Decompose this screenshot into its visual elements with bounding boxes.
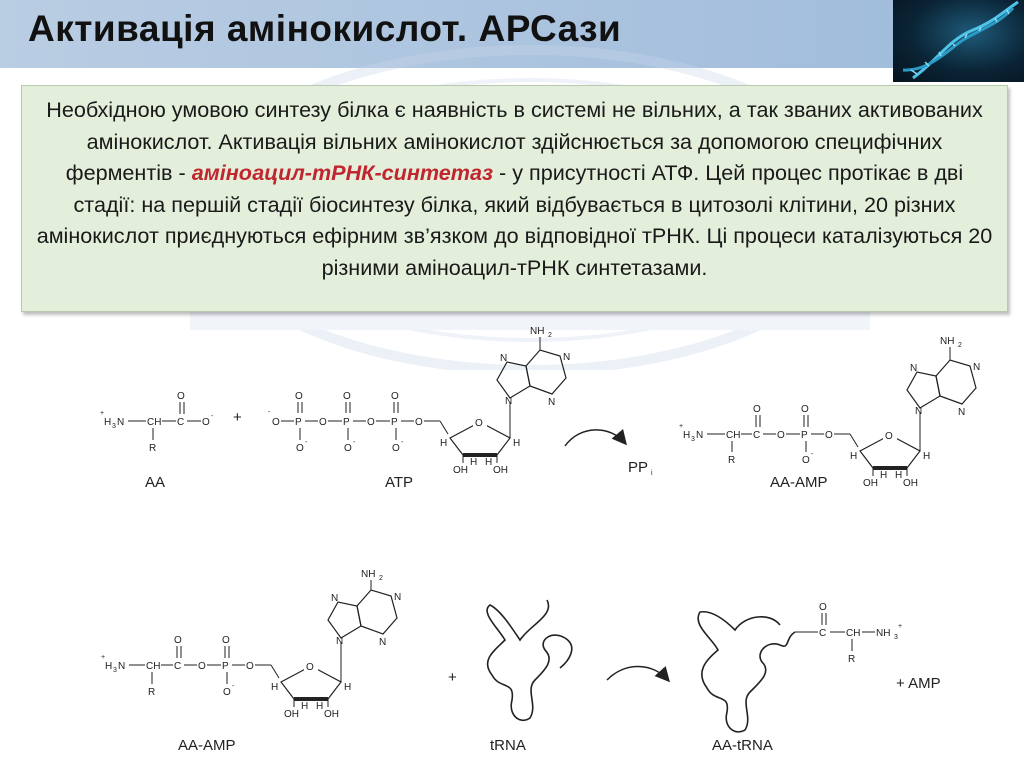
atom-h: H bbox=[105, 661, 113, 672]
atom-o: O bbox=[475, 418, 483, 429]
atom-c: C bbox=[177, 417, 185, 428]
atom-o: O bbox=[802, 455, 810, 466]
atom-o: O bbox=[391, 391, 399, 402]
reaction-arrow-1 bbox=[565, 430, 625, 446]
atom-o: O bbox=[198, 661, 206, 672]
aa-amp-structure-1 bbox=[679, 336, 980, 489]
atom-h: H bbox=[440, 438, 448, 449]
atom-o: O bbox=[344, 443, 352, 454]
atom-oh: OH bbox=[863, 478, 878, 489]
atom-nh: NH bbox=[361, 569, 376, 580]
atom-ch: CH bbox=[726, 430, 741, 441]
atom-o: O bbox=[222, 635, 230, 646]
amino-acid-structure bbox=[100, 391, 214, 454]
atom-o: O bbox=[777, 430, 785, 441]
atom-n: N bbox=[117, 417, 125, 428]
atom-o: O bbox=[367, 417, 375, 428]
aa-trna-amino-group bbox=[795, 602, 902, 665]
atom-h: H bbox=[104, 417, 112, 428]
atom-o: O bbox=[753, 404, 761, 415]
description-text: Необхідною умовою синтезу білка є наявність в системі не вільних, а так званих активованих амінокислот. Активація вільних амінокислот здійснюється за допомогою специфічних ферментів - bbox=[46, 97, 983, 185]
atom-oh: OH bbox=[453, 465, 468, 476]
atom-sub-3: 3 bbox=[113, 667, 117, 674]
atom-r: R bbox=[848, 654, 856, 665]
atom-p: P bbox=[343, 417, 350, 428]
atom-h: H bbox=[344, 682, 352, 693]
atom-n: N bbox=[915, 406, 923, 417]
label-ppi-subscript: i bbox=[651, 470, 653, 477]
label-aa-amp-1: AA-AMP bbox=[770, 474, 828, 491]
atom-h: H bbox=[850, 451, 858, 462]
atom-ch: CH bbox=[146, 661, 161, 672]
charge-plus: + bbox=[101, 654, 106, 661]
atom-r: R bbox=[148, 687, 156, 698]
aa-amp-structure-2 bbox=[101, 569, 401, 720]
atom-n: N bbox=[973, 362, 981, 373]
atom-o: O bbox=[177, 391, 185, 402]
atom-o: O bbox=[223, 687, 231, 698]
slide-title: Активація амінокислот. АРСази bbox=[28, 8, 622, 49]
atom-n: N bbox=[563, 352, 571, 363]
atom-n: N bbox=[336, 636, 344, 647]
atom-p: P bbox=[801, 430, 808, 441]
atom-r: R bbox=[728, 455, 736, 466]
atom-o: O bbox=[885, 431, 893, 442]
atom-r: R bbox=[149, 443, 157, 454]
atom-h: H bbox=[470, 457, 478, 468]
label-amp: + AMP bbox=[896, 675, 941, 692]
atom-sub-3: 3 bbox=[112, 423, 116, 430]
charge-plus: + bbox=[679, 423, 684, 430]
atom-n: N bbox=[500, 353, 508, 364]
charge-minus: - bbox=[211, 413, 214, 420]
label-aa-amp-2: AA-AMP bbox=[178, 737, 236, 754]
aa-trna-structure bbox=[698, 612, 795, 732]
atom-sub-2: 2 bbox=[379, 575, 383, 582]
atom-o: O bbox=[825, 430, 833, 441]
atp-structure bbox=[268, 326, 570, 476]
atom-h: H bbox=[923, 451, 931, 462]
reaction-arrow-2 bbox=[607, 667, 668, 681]
atom-n: N bbox=[696, 430, 704, 441]
atom-n: N bbox=[331, 593, 339, 604]
atom-o: O bbox=[801, 404, 809, 415]
atom-n: N bbox=[394, 592, 402, 603]
atom-n: N bbox=[910, 363, 918, 374]
atom-p: P bbox=[222, 661, 229, 672]
label-aa-trna: AA-tRNA bbox=[712, 737, 773, 754]
atom-ch: CH bbox=[147, 417, 162, 428]
atom-h: H bbox=[683, 430, 691, 441]
atom-o: O bbox=[306, 662, 314, 673]
charge-plus: + bbox=[100, 410, 105, 417]
atom-n: N bbox=[548, 397, 556, 408]
label-trna: tRNA bbox=[490, 737, 526, 754]
atom-o: O bbox=[415, 417, 423, 428]
atom-ch: CH bbox=[846, 628, 861, 639]
atom-nh: NH bbox=[530, 326, 545, 337]
atom-h: H bbox=[880, 470, 888, 481]
label-aa: AA bbox=[145, 474, 166, 491]
atom-p: P bbox=[295, 417, 302, 428]
charge-minus: - bbox=[811, 451, 814, 458]
plus-sign: + bbox=[448, 669, 457, 686]
atom-sub-2: 2 bbox=[958, 342, 962, 349]
atom-o: O bbox=[296, 443, 304, 454]
description-text-end: - у присутності АТФ. Цей процес протікає в дві стадії: на першій стадії біосинтезу білка, який відбувається в цитозолі клітини, 20 різних амінокислот приєднуються ефірним зв’язком до відповідної тРНК. Ці процеси каталізуються 20 різними аміноацил-тРНК синтетазами. bbox=[36, 160, 993, 280]
atom-n: N bbox=[505, 396, 513, 407]
atom-h: H bbox=[316, 701, 324, 712]
enzyme-highlight: аміноацил-тРНК-синтетаз bbox=[191, 160, 494, 185]
atom-o: O bbox=[392, 443, 400, 454]
charge-minus: - bbox=[353, 439, 356, 446]
atom-h: H bbox=[301, 701, 309, 712]
atom-o: O bbox=[272, 417, 280, 428]
atom-c: C bbox=[753, 430, 761, 441]
atom-h: H bbox=[485, 457, 493, 468]
atom-nh: NH bbox=[876, 628, 891, 639]
atom-nh: NH bbox=[940, 336, 955, 347]
atom-oh: OH bbox=[324, 709, 339, 720]
atom-o: O bbox=[295, 391, 303, 402]
atom-oh: OH bbox=[284, 709, 299, 720]
atom-n: N bbox=[958, 407, 966, 418]
atom-n: N bbox=[118, 661, 126, 672]
atom-oh: OH bbox=[493, 465, 508, 476]
atom-sub-3: 3 bbox=[894, 634, 898, 641]
atom-c: C bbox=[819, 628, 827, 639]
charge-minus: - bbox=[232, 683, 235, 690]
atom-o: O bbox=[202, 417, 210, 428]
charge-minus: - bbox=[305, 439, 308, 446]
charge-minus: - bbox=[268, 409, 271, 416]
atom-h: H bbox=[271, 682, 279, 693]
atom-o: O bbox=[819, 602, 827, 613]
atom-o: O bbox=[319, 417, 327, 428]
label-atp: ATP bbox=[385, 474, 414, 491]
atom-o: O bbox=[246, 661, 254, 672]
atom-o: O bbox=[343, 391, 351, 402]
atom-sub-2: 2 bbox=[548, 332, 552, 339]
atom-h: H bbox=[895, 470, 903, 481]
plus-sign: + bbox=[233, 409, 242, 426]
atom-sub-3: 3 bbox=[691, 436, 695, 443]
charge-minus: - bbox=[401, 439, 404, 446]
atom-p: P bbox=[391, 417, 398, 428]
charge-plus: + bbox=[898, 623, 903, 630]
atom-o: O bbox=[174, 635, 182, 646]
atom-h: H bbox=[513, 438, 521, 449]
atom-oh: OH bbox=[903, 478, 918, 489]
atom-c: C bbox=[174, 661, 182, 672]
label-ppi: PP bbox=[628, 459, 649, 476]
trna-structure bbox=[487, 600, 572, 720]
atom-n: N bbox=[379, 637, 387, 648]
